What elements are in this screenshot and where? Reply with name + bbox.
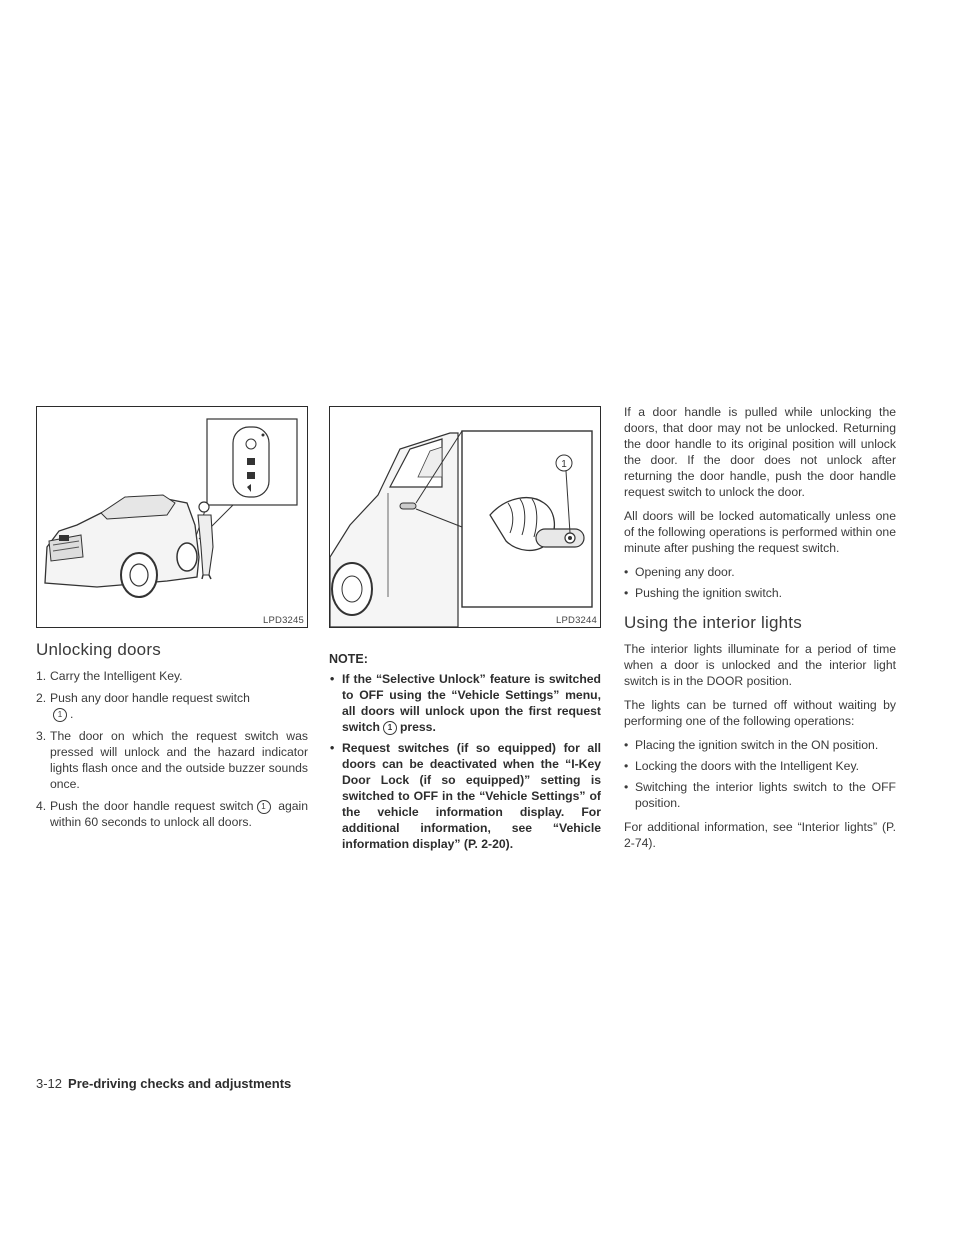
middle-column — [329, 406, 601, 857]
list-item: 4. Push the door handle request switch 1 again within 60 seconds to unlock all doors. — [36, 799, 309, 829]
page-footer — [36, 1076, 291, 1091]
right-column — [624, 404, 896, 859]
page-number: 3-12 — [36, 1076, 63, 1091]
unlocking-steps-list — [36, 668, 308, 830]
figure-code: LPD3244 — [555, 615, 597, 626]
paragraph: The interior lights illuminate for a period of time when a door is unlocked and the interior light switch is in the DOOR position. — [624, 642, 896, 688]
note-list — [329, 671, 601, 852]
list-item: • Opening any door. — [624, 565, 735, 579]
paragraph: All doors will be locked automatically unless one of the following operations is performed within one minute after pushing the request switch. — [624, 509, 896, 555]
list-item: • Locking the doors with the Intelligent Key. — [624, 759, 860, 773]
list-item: 1. Carry the Intelligent Key. — [36, 669, 183, 683]
auto-lock-conditions-list — [624, 564, 896, 601]
callout-marker: 1 — [257, 800, 271, 814]
truck-key-illustration — [37, 407, 307, 627]
lights-off-operations-list — [624, 737, 896, 811]
callout-marker: 1 — [383, 721, 397, 735]
list-item: • Pushing the ignition switch. — [624, 586, 783, 600]
list-item: • If the “Selective Unlock” feature is switched to OFF using the “Vehicle Settings” menu, all doors will unlock upon the first request switch 1 press. — [330, 672, 601, 734]
section-heading-interior-lights: Using the interior lights — [624, 613, 802, 632]
paragraph: The lights can be turned off without waiting by performing one of the following operations: — [624, 698, 896, 728]
paragraph: If a door handle is pulled while unlocking the doors, that door may not be unlocked. Returning the door handle to its original position will unlock the door. If the door does not unlock after returning the door handle, push the door handle request switch to unlock the door. — [624, 405, 896, 499]
door-handle-illustration — [330, 407, 600, 627]
list-item: • Switching the interior lights switch to the OFF position. — [624, 780, 896, 810]
left-column — [36, 406, 308, 836]
paragraph: For additional information, see “Interior lights” (P. 2-74). — [624, 820, 896, 850]
figure-truck-key — [36, 406, 308, 628]
list-item: 3. The door on which the request switch was pressed will unlock and the hazard indicator lights flash once and the outside buzzer sounds once. — [36, 729, 308, 791]
callout-label: 1 — [561, 459, 567, 470]
figure-code: LPD3245 — [262, 615, 304, 626]
callout-marker: 1 — [53, 708, 67, 722]
note-title: NOTE: — [329, 652, 368, 666]
figure-door-handle — [329, 406, 601, 628]
list-item: • Placing the ignition switch in the ON position. — [624, 738, 879, 752]
list-item: • Request switches (if so equipped) for all doors can be deactivated when the “I-Key Door Lock (if so equipped)” setting is switched to OFF in the “Vehicle Settings” of the vehicle information display. For additional information, see “Vehicle information display” (P. 2-20). — [330, 741, 601, 851]
chapter-title: Pre-driving checks and adjustments — [68, 1076, 292, 1091]
section-heading-unlocking-doors: Unlocking doors — [36, 640, 161, 659]
list-item: 2. Push any door handle request switch 1 . — [36, 691, 250, 721]
